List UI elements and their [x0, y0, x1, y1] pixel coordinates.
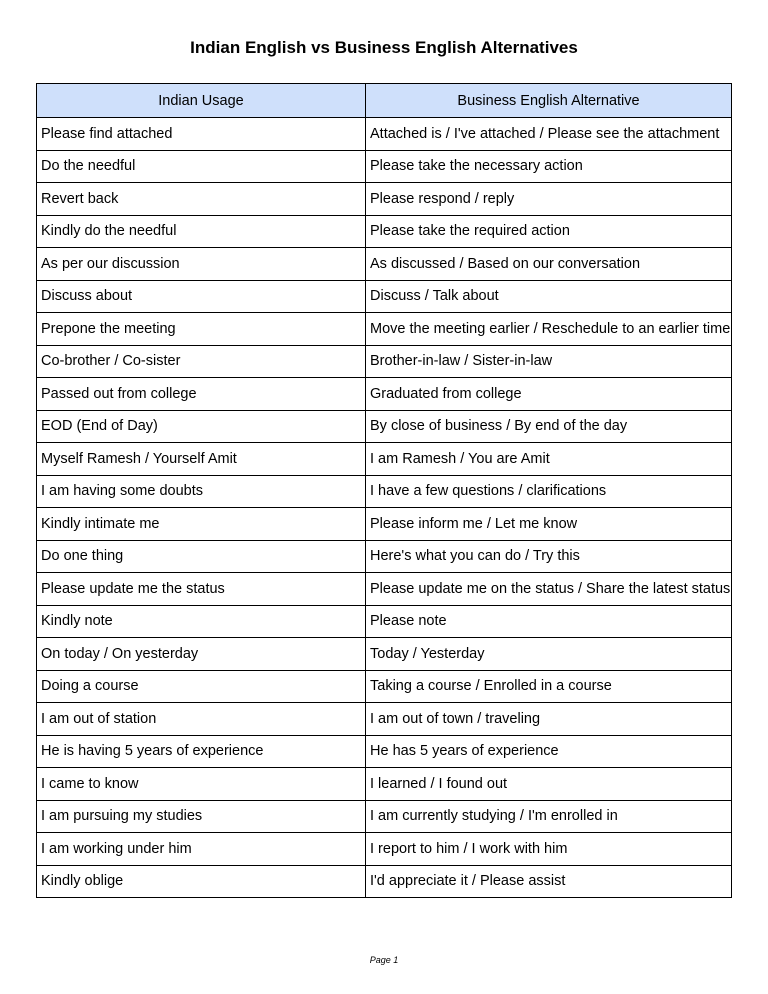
cell-indian-usage: On today / On yesterday	[37, 638, 366, 671]
cell-indian-usage: I am pursuing my studies	[37, 800, 366, 833]
table-row	[37, 410, 732, 443]
cell-business-alternative: I have a few questions / clarifications	[366, 475, 732, 508]
cell-business-alternative: Discuss / Talk about	[366, 280, 732, 313]
comparison-table	[36, 83, 732, 898]
cell-business-alternative: I learned / I found out	[366, 768, 732, 801]
table-row	[37, 443, 732, 476]
cell-business-alternative: I am out of town / traveling	[366, 703, 732, 736]
cell-indian-usage: Kindly do the needful	[37, 215, 366, 248]
table-row	[37, 150, 732, 183]
cell-business-alternative: By close of business / By end of the day	[366, 410, 732, 443]
cell-business-alternative: I am currently studying / I'm enrolled in	[366, 800, 732, 833]
table-body	[37, 118, 732, 898]
cell-indian-usage: Please find attached	[37, 118, 366, 151]
table-row	[37, 118, 732, 151]
table-row	[37, 378, 732, 411]
cell-business-alternative: Please inform me / Let me know	[366, 508, 732, 541]
cell-indian-usage: Myself Ramesh / Yourself Amit	[37, 443, 366, 476]
cell-indian-usage: EOD (End of Day)	[37, 410, 366, 443]
cell-indian-usage: As per our discussion	[37, 248, 366, 281]
cell-indian-usage: I am working under him	[37, 833, 366, 866]
cell-business-alternative: Please take the necessary action	[366, 150, 732, 183]
cell-indian-usage: Discuss about	[37, 280, 366, 313]
cell-business-alternative: I'd appreciate it / Please assist	[366, 865, 732, 898]
cell-indian-usage: Do the needful	[37, 150, 366, 183]
cell-indian-usage: I am having some doubts	[37, 475, 366, 508]
table-row	[37, 313, 732, 346]
cell-indian-usage: Passed out from college	[37, 378, 366, 411]
table-row	[37, 573, 732, 606]
table-row	[37, 833, 732, 866]
cell-indian-usage: Kindly intimate me	[37, 508, 366, 541]
table-row	[37, 540, 732, 573]
column-header-indian-usage: Indian Usage	[37, 84, 366, 118]
cell-indian-usage: I came to know	[37, 768, 366, 801]
page-title: Indian English vs Business English Alternatives	[190, 38, 578, 57]
table-row	[37, 605, 732, 638]
cell-indian-usage: Revert back	[37, 183, 366, 216]
table-row	[37, 703, 732, 736]
table-row	[37, 280, 732, 313]
table-row	[37, 800, 732, 833]
table-row	[37, 215, 732, 248]
table-row	[37, 183, 732, 216]
cell-business-alternative: Please update me on the status / Share the latest status	[366, 573, 732, 606]
table-row	[37, 865, 732, 898]
cell-indian-usage: Kindly oblige	[37, 865, 366, 898]
cell-business-alternative: Today / Yesterday	[366, 638, 732, 671]
cell-business-alternative: Brother-in-law / Sister-in-law	[366, 345, 732, 378]
cell-business-alternative: I am Ramesh / You are Amit	[366, 443, 732, 476]
table-row	[37, 735, 732, 768]
cell-indian-usage: He is having 5 years of experience	[37, 735, 366, 768]
table-row	[37, 345, 732, 378]
cell-indian-usage: Co-brother / Co-sister	[37, 345, 366, 378]
cell-indian-usage: Do one thing	[37, 540, 366, 573]
table-row	[37, 768, 732, 801]
table-row	[37, 670, 732, 703]
cell-business-alternative: Here's what you can do / Try this	[366, 540, 732, 573]
cell-business-alternative: Please take the required action	[366, 215, 732, 248]
page-number: Page 1	[369, 955, 399, 965]
table-row	[37, 475, 732, 508]
table-header-row	[37, 84, 732, 118]
table-row	[37, 638, 732, 671]
cell-indian-usage: Please update me the status	[37, 573, 366, 606]
cell-business-alternative: Please note	[366, 605, 732, 638]
cell-indian-usage: Doing a course	[37, 670, 366, 703]
table-row	[37, 508, 732, 541]
cell-business-alternative: Taking a course / Enrolled in a course	[366, 670, 732, 703]
cell-business-alternative: He has 5 years of experience	[366, 735, 732, 768]
cell-business-alternative: Attached is / I've attached / Please see the attachment	[366, 118, 732, 151]
column-header-business-alternative: Business English Alternative	[366, 84, 732, 118]
cell-business-alternative: As discussed / Based on our conversation	[366, 248, 732, 281]
cell-indian-usage: I am out of station	[37, 703, 366, 736]
table-row	[37, 248, 732, 281]
cell-business-alternative: Graduated from college	[366, 378, 732, 411]
cell-business-alternative: Move the meeting earlier / Reschedule to an earlier time	[366, 313, 732, 346]
cell-business-alternative: I report to him / I work with him	[366, 833, 732, 866]
cell-business-alternative: Please respond / reply	[366, 183, 732, 216]
cell-indian-usage: Prepone the meeting	[37, 313, 366, 346]
cell-indian-usage: Kindly note	[37, 605, 366, 638]
